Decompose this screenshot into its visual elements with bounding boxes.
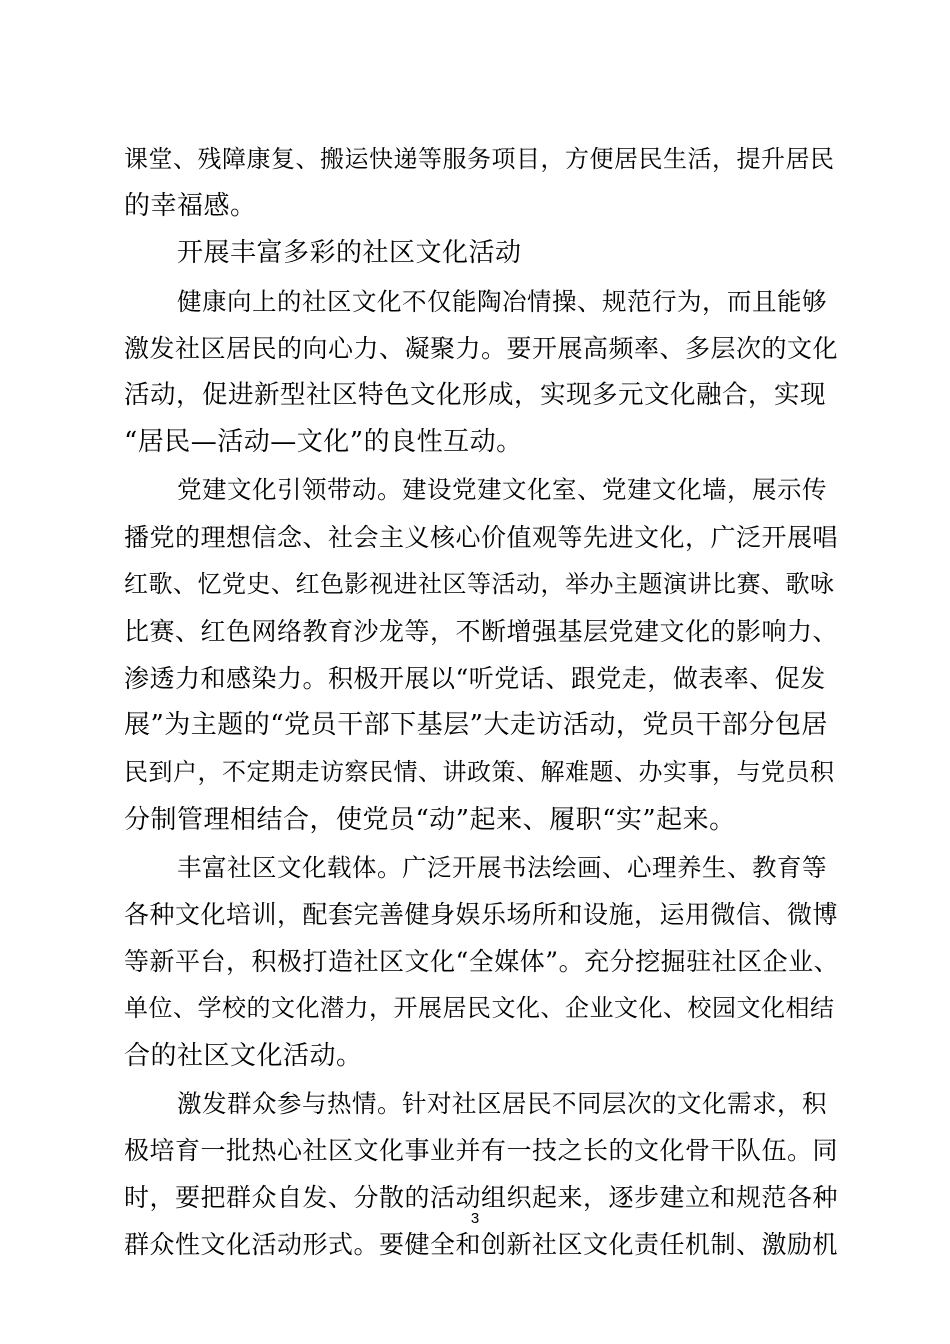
text-line: 的幸福感。 (124, 191, 257, 222)
text-line: 红歌、忆党史、红色影视进社区等活动，举办主题演讲比赛、歌咏 (124, 569, 835, 598)
document-body (124, 136, 839, 1269)
text-line: 民到户，不定期走访察民情、讲政策、解难题、办实事，与党员积 (124, 758, 835, 787)
section-heading: 开展丰富多彩的社区文化活动 (177, 238, 522, 269)
paragraph-first-line: 丰富社区文化载体。广泛开展书法绘画、心理养生、教育等 (177, 852, 827, 882)
text-line: 分制管理相结合，使党员“动”起来、履职“实”起来。 (124, 804, 736, 835)
text-line: 活动，促进新型社区特色文化形成，实现多元文化融合，实现 (124, 379, 827, 410)
paragraph-first-line: 党建文化引领带动。建设党建文化室、党建文化墙，展示传 (177, 475, 827, 505)
text-line: 等新平台，积极打造社区文化“全媒体”。充分挖掘驻社区企业、 (124, 947, 840, 977)
text-line: 各种文化培训，配套完善健身娱乐场所和设施，运用微信、微博 (124, 900, 839, 929)
text-line: 群众性文化活动形式。要健全和创新社区文化责任机制、激励机 (124, 1230, 839, 1260)
paragraph-first-line: 激发群众参与热情。针对社区居民不同层次的文化需求，积 (177, 1088, 827, 1118)
text-line: 合的社区文化活动。 (124, 1040, 363, 1071)
text-line: 激发社区居民的向心力、凝聚力。要开展高频率、多层次的文化 (124, 333, 839, 363)
text-line: 课堂、残障康复、搬运快递等服务项目，方便居民生活，提升居民 (124, 145, 835, 173)
text-line: “居民—活动—文化”的良性互动。 (124, 427, 523, 458)
text-line: 极培育一批热心社区文化事业并有一技之长的文化骨干队伍。同 (124, 1135, 839, 1165)
text-line: 单位、学校的文化潜力，开展居民文化、企业文化、校园文化相结 (124, 994, 835, 1023)
paragraph-first-line: 健康向上的社区文化不仅能陶冶情操、规范行为，而且能够 (177, 286, 827, 316)
text-line: 渗透力和感染力。积极开展以“听党话、跟党走，做表率、促发 (124, 664, 826, 694)
page-number: 3 (470, 1210, 480, 1227)
text-line: 比赛、红色网络教育沙龙等，不断增强基层党建文化的影响力、 (124, 616, 839, 646)
text-line: 时，要把群众自发、分散的活动组织起来，逐步建立和规范各种 (124, 1183, 839, 1213)
text-line: 展”为主题的“党员干部下基层”大走访活动，党员干部分包居 (124, 710, 828, 741)
text-line: 播党的理想信念、社会主义核心价值观等先进文化，广泛开展唱 (124, 522, 839, 552)
